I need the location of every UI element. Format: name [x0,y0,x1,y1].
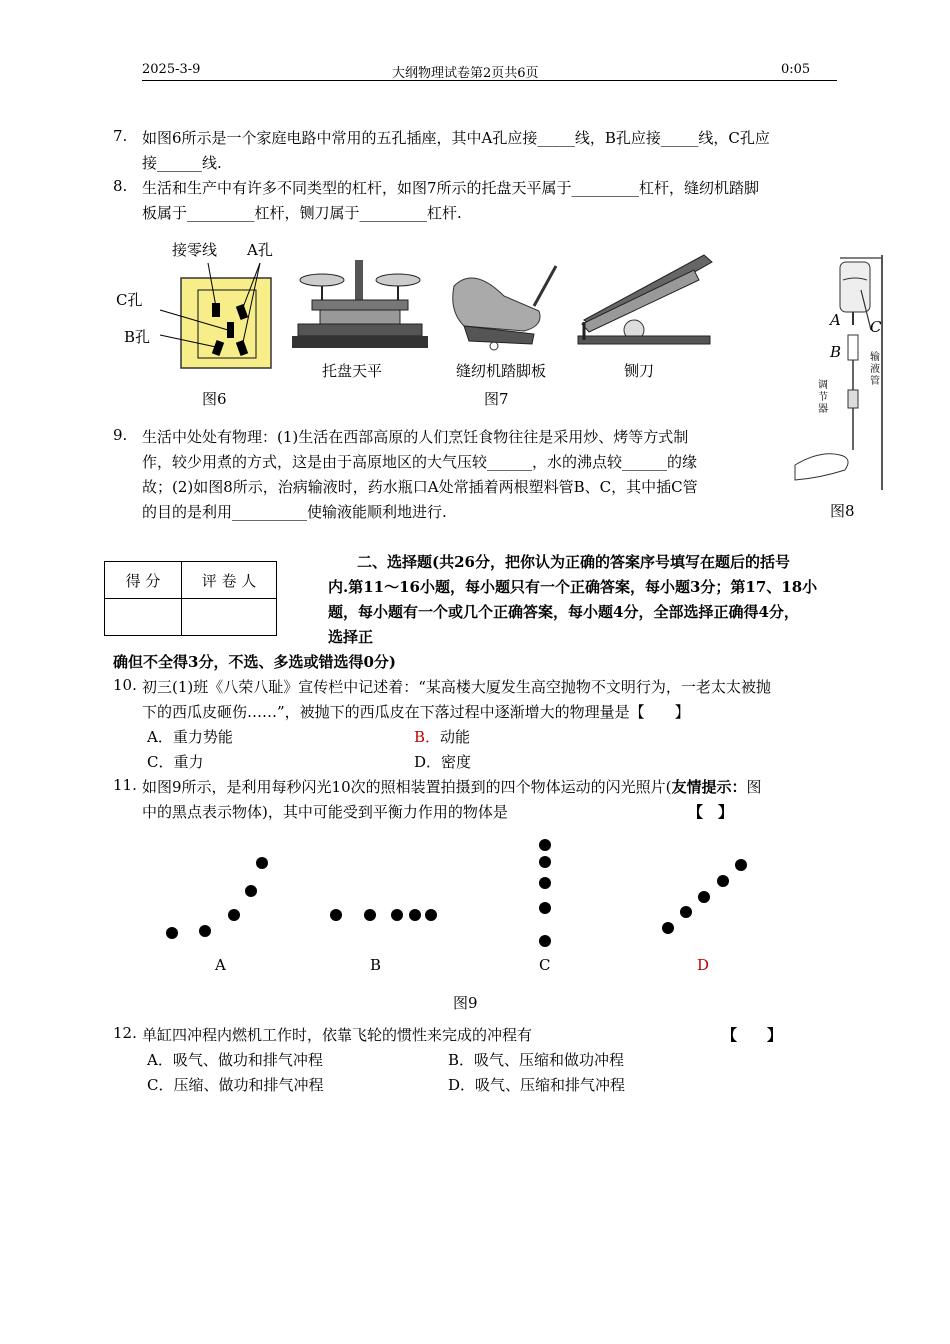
fig7-cutter-label: 铡刀 [624,362,655,380]
fig9-c-dot [539,877,551,889]
q9-number: 9. [113,426,128,444]
q12-line1: 单缸四冲程内燃机工作时，依靠飞轮的惯性来完成的冲程有 [142,1026,533,1044]
fig9-label-c: C [539,956,551,974]
score-table [104,561,277,636]
fig9-d-dot [662,922,674,934]
q12-option-b: B．吸气、压缩和做功冲程 [448,1051,625,1069]
fig6-caption: 图6 [202,390,227,408]
fig9-c-dot [539,839,551,851]
fig9-b-dot [409,909,421,921]
q11-hint: 友情提示： [671,778,747,796]
fig9-c-dot [539,856,551,868]
header-date: 2025-3-9 [142,62,201,77]
pedal-illustration [444,256,564,356]
fig9-b-dot [330,909,342,921]
q8-number: 8. [113,177,128,195]
fig7-caption: 图7 [484,390,509,408]
q11-line1 [142,776,762,797]
fig8-label-c: C [870,318,882,336]
q8-line2: 板属于_________杠杆，铡刀属于_________杠杆. [142,204,462,222]
fig9-d-dot [717,875,729,887]
balance-illustration [292,258,428,353]
fig8-regulator-label: 调节器 [818,380,828,415]
q12-number: 12. [113,1024,137,1042]
fig6-label-neutral: 接零线 [172,241,218,259]
fig9-label-a: A [215,956,226,974]
fig8-caption: 图8 [830,502,855,520]
q10-option-b [414,726,470,747]
fig8-label-a: A [830,311,841,329]
q10-line1: 初三(1)班《八荣八耻》宣传栏中记述着：“某高楼大厦发生高空抛物不文明行为，一老太太被抛 [142,678,771,696]
fig9-label-d: D [697,956,710,974]
q9-line1: 生活中处处有物理：(1)生活在西部高原的人们烹饪食物往往是采用炒、烤等方式制 [142,428,689,446]
fig9-a-dot [199,925,211,937]
q10-option-b-text: 动能 [440,728,471,746]
fig9-a-dot [228,909,240,921]
q8-line1: 生活和生产中有许多不同类型的杠杆，如图7所示的托盘天平属于_________杠杆，缝纫机踏脚 [142,179,760,197]
q12-option-d: D．吸气、压缩和排气冲程 [448,1076,626,1094]
section2-line2: 内.第11～16小题，每小题只有一个正确答案，每小题3分；第17、18小 [328,578,818,596]
section2-line1: 二、选择题(共26分，把你认为正确的答案序号填写在题后的括号 [357,553,790,571]
section2-line4: 选择正 [328,628,374,646]
q7-line1: 如图6所示是一个家庭电路中常用的五孔插座，其中A孔应接_____线，B孔应接_____线，C孔应 [142,129,770,147]
q11-line2: 中的黑点表示物体)，其中可能受到平衡力作用的物体是 [142,803,508,821]
q10-number: 10. [113,676,137,694]
grader-cell[interactable] [182,599,277,636]
fig8-label-b: B [830,343,842,361]
fig9-c-dot [539,902,551,914]
fig9-b-dot [391,909,403,921]
q12-option-c: C．压缩、做功和排气冲程 [147,1076,324,1094]
fig9-a-dot [256,857,268,869]
fig6-label-b: B孔 [124,328,151,346]
section2-line3: 题，每小题有一个或几个正确答案，每小题4分，全部选择正确得4分， [328,603,799,621]
q10-option-a: A．重力势能 [147,728,233,746]
q11-bracket: 【 】 [688,803,734,821]
fig9-c-dot [539,935,551,947]
cutter-illustration [574,250,714,350]
fig9-b-dot [425,909,437,921]
fig9-d-dot [680,906,692,918]
socket-illustration [150,255,280,375]
q12-bracket: 【 】 [722,1026,783,1044]
fig9-d-dot [735,859,747,871]
fig9-d-dot [698,891,710,903]
fig7-balance-label: 托盘天平 [322,362,383,380]
fig8-tube-label: 输液管 [870,352,880,387]
header-rule [142,80,837,81]
q10-option-b-letter: B． [414,728,441,746]
q11-line1b: 图 [746,778,762,796]
q9-line4: 的目的是利用__________使输液能顺利地进行. [142,503,447,521]
grader-header: 评 卷 人 [182,562,277,599]
q10-option-d: D．密度 [414,753,472,771]
q11-line1a: 如图9所示，是利用每秒闪光10次的照相装置拍摄到的四个物体运动的闪光照片( [142,778,672,796]
fig9-b-dot [364,909,376,921]
q9-line3: 故；(2)如图8所示，治病输液时，药水瓶口A处常插着两根塑料管B、C，其中插C管 [142,478,698,496]
q11-number: 11. [113,776,137,794]
fig9-label-b: B [370,956,382,974]
fig7-pedal-label: 缝纫机踏脚板 [456,362,547,380]
q12-option-a: A．吸气、做功和排气冲程 [147,1051,323,1069]
header-time: 0:05 [781,62,811,77]
fig9-a-dot [166,927,178,939]
fig9-caption: 图9 [453,994,478,1012]
q9-line2: 作，较少用煮的方式，这是由于高原地区的大气压较______，水的沸点较______的缘 [142,453,698,471]
fig6-label-c: C孔 [116,291,143,309]
score-header: 得 分 [105,562,182,599]
q10-option-c: C．重力 [147,753,204,771]
fig6-label-a: A孔 [247,241,273,259]
fig9-a-dot [245,885,257,897]
score-cell[interactable] [105,599,182,636]
q10-line2: 下的西瓜皮砸伤……”，被抛下的西瓜皮在下落过程中逐渐增大的物理量是【 】 [142,703,690,721]
header-title: 大纲物理试卷第2页共6页 [392,66,539,81]
q7-number: 7. [113,127,128,145]
q7-line2: 接______线. [142,154,222,172]
section2-line5: 确但不全得3分，不选、多选或错选得0分) [113,653,396,671]
